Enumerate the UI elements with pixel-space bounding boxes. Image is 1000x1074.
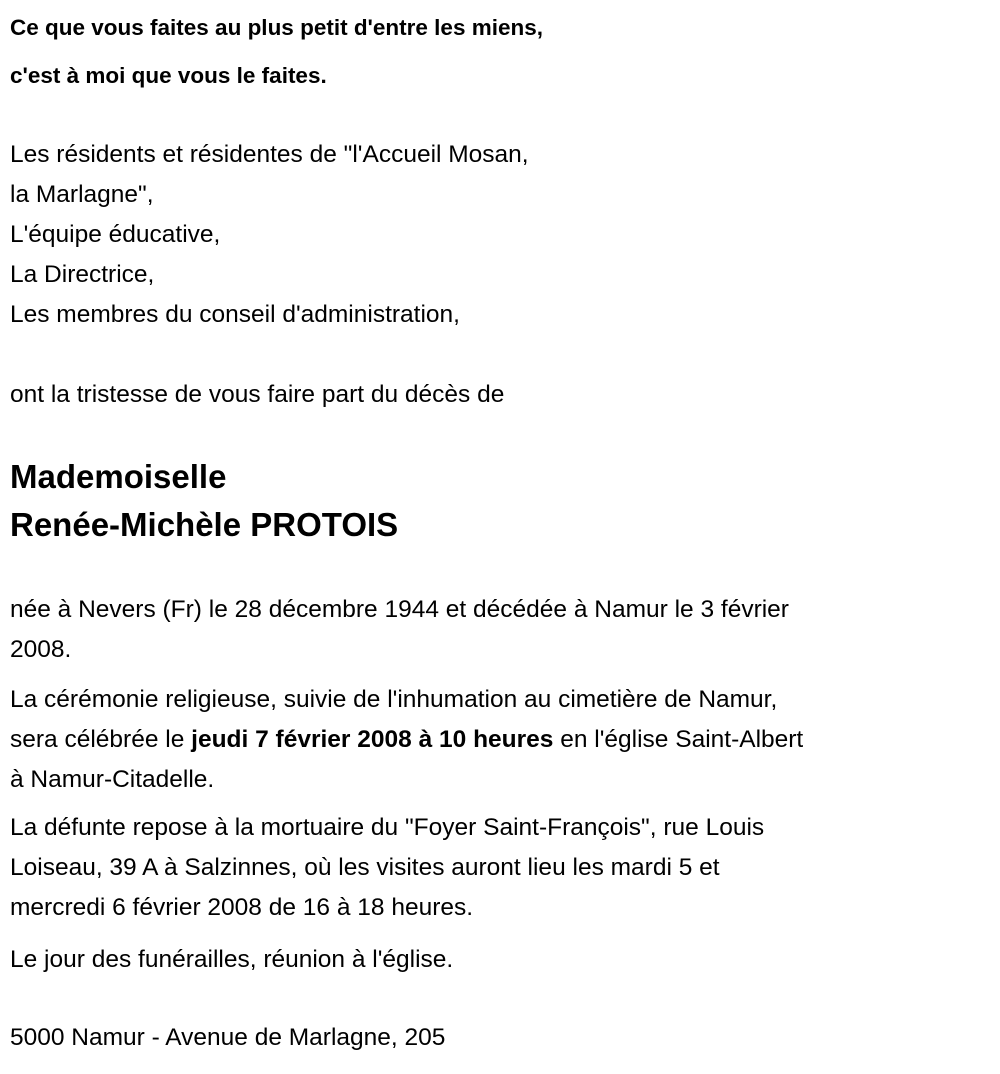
ceremony-text: sera célébrée le — [10, 726, 192, 753]
sender-line: la Marlagne", — [10, 181, 154, 208]
quote-line-2: c'est à moi que vous le faites. — [10, 63, 327, 88]
quote-line-1: Ce que vous faites au plus petit d'entre les miens, — [10, 15, 543, 40]
ceremony-line-1: La cérémonie religieuse, suivie de l'inhumation au cimetière de Namur, — [10, 686, 778, 713]
deceased-title: Mademoiselle — [10, 458, 227, 495]
rest-line-1: La défunte repose à la mortuaire du "Foyer Saint-François", rue Louis — [10, 814, 765, 841]
sender-line: L'équipe éducative, — [10, 221, 221, 248]
meeting-text: Le jour des funérailles, réunion à l'église. — [10, 946, 454, 973]
address-text: 5000 Namur - Avenue de Marlagne, 205 — [10, 1024, 446, 1051]
birth-death-line-2: 2008. — [10, 636, 72, 663]
rest-line-2: Loiseau, 39 A à Salzinnes, où les visites auront lieu les mardi 5 et — [10, 854, 720, 881]
ceremony-line-3: à Namur-Citadelle. — [10, 766, 215, 793]
rest-line-3: mercredi 6 février 2008 de 16 à 18 heures. — [10, 894, 474, 921]
ceremony-line-2 — [10, 720, 803, 760]
announcement-text: ont la tristesse de vous faire part du décès de — [10, 381, 505, 408]
ceremony-text: en l'église Saint-Albert — [553, 726, 804, 753]
sender-line: Les résidents et résidentes de "l'Accueil Mosan, — [10, 141, 529, 168]
deceased-name: Renée-Michèle PROTOIS — [10, 506, 399, 543]
ceremony-date: jeudi 7 février 2008 à 10 heures — [191, 726, 554, 753]
sender-line: La Directrice, — [10, 261, 155, 288]
sender-line: Les membres du conseil d'administration, — [10, 301, 460, 328]
birth-death-line-1: née à Nevers (Fr) le 28 décembre 1944 et décédée à Namur le 3 février — [10, 596, 789, 623]
